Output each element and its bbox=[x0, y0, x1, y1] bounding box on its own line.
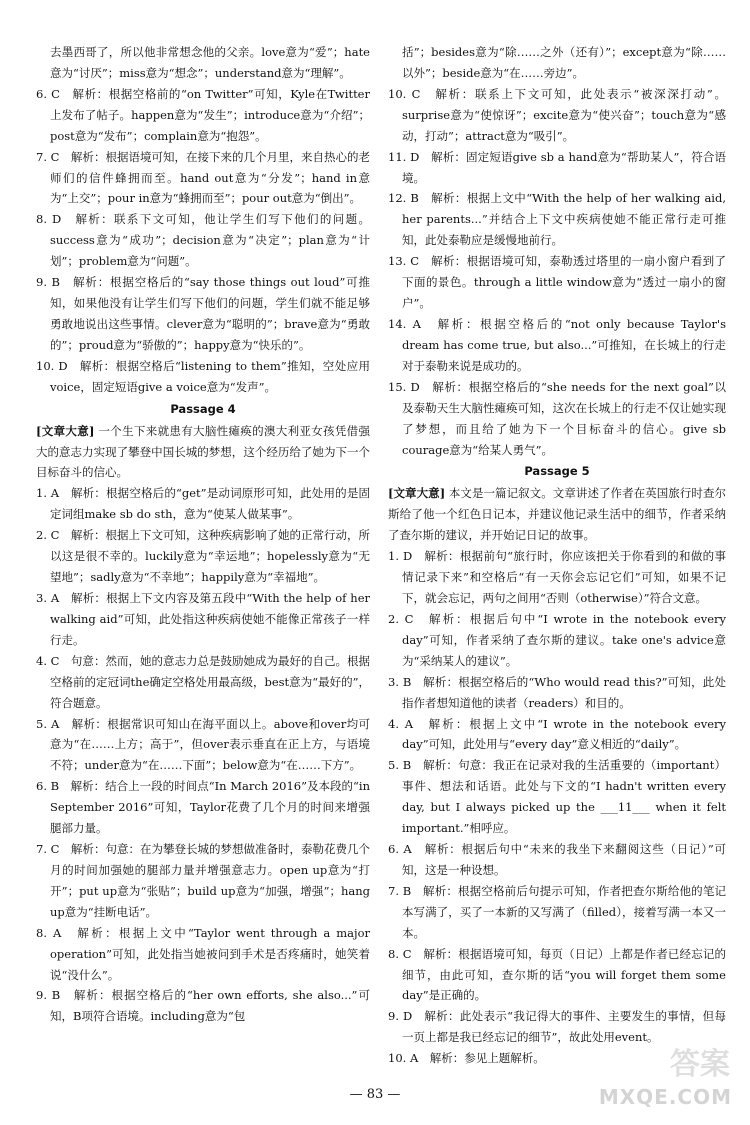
answer-item: 4. A 解析：根据上文中“I wrote in the notebook every day”可知，此处用与“every day”意义相近的“daily”。 bbox=[388, 716, 726, 752]
answer-item: 5. B 解析：句意：我正在记录对我的生活重要的（important）事件、想法和话语。此处与下文的“I hadn't written every day, but I always picked up the ___11___ when it felt important.”相呼应。 bbox=[388, 758, 726, 836]
continued-answer: 去墨西哥了，所以他非常想念他的父亲。love意为“爱”；hate意为“讨厌”；miss意为“想念”；understand意为“理解”。 bbox=[50, 45, 370, 80]
answer-item: 2. C 解析：根据后句中“I wrote in the notebook every day”可知，作者采纳了查尔斯的建议。take one's advice意为“采纳某人的建议”。 bbox=[388, 611, 726, 668]
answer-item: 8. C 解析：根据语境可知，每页（日记）上都是作者已经忘记的细节，由此可知，查尔斯的话“you will forget them some day”是正确的。 bbox=[388, 946, 726, 1003]
page-number: — 83 — bbox=[349, 1087, 401, 1102]
answer-item: 3. B 解析：根据空格后的“Who would read this?”可知，此处指作者想知道他的读者（readers）和目的。 bbox=[388, 674, 726, 710]
answer-list-passage3 bbox=[36, 84, 370, 398]
answer-list-passage4-cont bbox=[388, 84, 726, 461]
answer-item: 11. D 解析：固定短语give sb a hand意为“帮助某人”，符合语境。 bbox=[388, 149, 726, 185]
answer-list-passage5 bbox=[388, 546, 726, 1069]
answer-item: 12. B 解析：根据上文中“With the help of her walking aid, her parents...”并结合上下文中疾病使她不能正常行走可推知，此处泰勒应是缓慢地前行。 bbox=[388, 191, 726, 248]
answer-item: 7. C 解析：句意：在为攀登长城的梦想做准备时，泰勒花费几个月的时间加强她的腿部力量并增强意志力。open up意为“打开”；put up意为“张贴”；build up意为“加强，增强”；hang up意为“挂断电话”。 bbox=[36, 842, 370, 919]
passage-5-title: Passage 5 bbox=[524, 464, 590, 479]
right-column bbox=[388, 42, 726, 1069]
answer-item: 1. D 解析：根据前句“旅行时，你应该把关于你看到的和做的事情记录下来”和空格后“有一天你会忘记它们”可知，如果不记下，就会忘记，两句之间用“否则（otherwise）”符合文意。 bbox=[388, 549, 726, 605]
summary-label: [文章大意] bbox=[388, 486, 446, 501]
answer-item: 13. C 解析：根据语境可知，泰勒透过塔里的一扇小窗户看到了下面的景色。through a little window意为“透过一扇小的窗户”。 bbox=[388, 254, 726, 311]
answer-item: 6. C 解析：根据空格前的“on Twitter”可知，Kyle在Twitter上发布了帖子。happen意为“发生”；introduce意为“介绍”；post意为“发布”；complain意为“抱怨”。 bbox=[36, 86, 370, 143]
answer-item: 7. C 解析：根据语境可知，在接下来的几个月里，来自热心的老师们的信件蜂拥而至。hand out意为“分发”；hand in意为“上交”；pour in意为“蜂拥而至”；pour out意为“倒出”。 bbox=[36, 149, 370, 206]
answer-item: 15. D 解析：根据空格后的“she needs for the next goal”以及泰勒天生大脑性瘫痪可知，这次在长城上的行走不仅让她实现了梦想，而且给了她为下一个目标奋斗的信心。give sb courage意为“给某人勇气”。 bbox=[388, 379, 726, 457]
summary-text: 本文是一篇记叙文。文章讲述了作者在英国旅行时查尔斯给了他一个红色日记本，并建议他记录生活中的细节，作者采纳了查尔斯的建议，并开始记日记的故事。 bbox=[388, 486, 727, 543]
answer-item: 10. C 解析：联系上下文可知，此处表示“被深深打动”。surprise意为“使惊讶”；excite意为“使兴奋”；touch意为“感动，打动”；attract意为“吸引”。 bbox=[388, 86, 726, 143]
watermark bbox=[592, 1047, 742, 1119]
watermark-logo-text: 答案 bbox=[670, 1047, 730, 1083]
answer-item: 14. A 解析：根据空格后的“not only because Taylor's dream has come true, but also...”可推知，在长城上的行走对于泰勒来说是成功的。 bbox=[388, 316, 726, 373]
continued-answer: 括”；besides意为“除……之外（还有）”；except意为“除……以外”；beside意为“在……旁边”。 bbox=[402, 45, 726, 80]
answer-item: 5. A 解析：根据常识可知山在海平面以上。above和over均可意为“在……上方；高于”，但over表示垂直在正上方，与语境不符；under意为“在……下面”；below意为“在……下方”。 bbox=[36, 716, 370, 773]
answer-item: 3. A 解析：根据上下文内容及第五段中“With the help of her walking aid”可知，此处指这种疾病使她不能像正常孩子一样行走。 bbox=[36, 590, 370, 647]
answer-item: 6. B 解析：结合上一段的时间点“In March 2016”及本段的“in September 2016”可知，Taylor花费了几个月的时间来增强腿部力量。 bbox=[36, 779, 370, 836]
answer-item: 2. C 解析：根据上下文可知，这种疾病影响了她的正常行动，所以这是很不幸的。luckily意为“幸运地”；hopelessly意为“无望地”；sadly意为“不幸地”；happily意为“幸福地”。 bbox=[36, 528, 370, 585]
passage-4-title: Passage 4 bbox=[170, 401, 236, 416]
answer-item: 4. C 句意：然而，她的意志力总是鼓励她成为最好的自己。根据空格前的定冠词the确定空格处用最高级，best意为“最好的”，符合题意。 bbox=[36, 653, 370, 710]
watermark-site-text: MXQE.COM bbox=[598, 1084, 732, 1109]
answer-item: 1. A 解析：根据空格后的“get”是动词原形可知，此处用的是固定词组make sb do sth，意为“使某人做某事”。 bbox=[36, 486, 370, 522]
passage-4-summary bbox=[36, 421, 370, 484]
answer-item: 10. D 解析：根据空格后“listening to them”推知，空处应用voice，固定短语give a voice意为“发声”。 bbox=[36, 358, 370, 394]
answer-item: 8. A 解析：根据上文中“Taylor went through a major operation”可知，此处指当她被问到手术是否疼痛时，她笑着说“没什么”。 bbox=[36, 925, 370, 982]
answer-item: 6. A 解析：根据后句中“未来的我坐下来翻阅这些（日记）”可知，这是一种设想。 bbox=[388, 842, 726, 877]
answer-item: 9. B 解析：根据空格后的“her own efforts, she also...”可知，B项符合语境。including意为“包 bbox=[36, 988, 370, 1024]
answer-item: 9. D 解析：此处表示“我记得大的事件、主要发生的事情，但每一页上都是我已经忘记的细节”，故此处用event。 bbox=[388, 1009, 726, 1045]
left-column bbox=[36, 42, 370, 1027]
answer-item: 10. A 解析：参见上题解析。 bbox=[388, 1051, 545, 1066]
passage-5-summary bbox=[388, 483, 726, 546]
answer-item: 8. D 解析：联系下文可知，他让学生们写下他们的问题。success意为“成功”；decision意为“决定”；plan意为“计划”；problem意为“问题”。 bbox=[36, 212, 370, 269]
answer-item: 9. B 解析：根据空格后的“say those things out loud”可推知，如果他没有让学生们写下他们的问题，学生们就不能足够勇敢地说出这些事情。clever意为“聪明的”；brave意为“勇敢的”；proud意为“骄傲的”；happy意为“快乐的”。 bbox=[36, 275, 370, 352]
answer-item: 7. B 解析：根据空格前后句提示可知，作者把查尔斯给他的笔记本写满了，买了一本新的又写满了（filled），接着写满一本又一本。 bbox=[388, 883, 726, 940]
summary-label: [文章大意] bbox=[36, 423, 95, 438]
answer-list-passage4 bbox=[36, 483, 370, 1027]
summary-text: 一个生下来就患有大脑性瘫痪的澳大利亚女孩凭借强大的意志力实现了攀登中国长城的梦想，这个经历给了她为下一个目标奋斗的信心。 bbox=[36, 423, 371, 480]
